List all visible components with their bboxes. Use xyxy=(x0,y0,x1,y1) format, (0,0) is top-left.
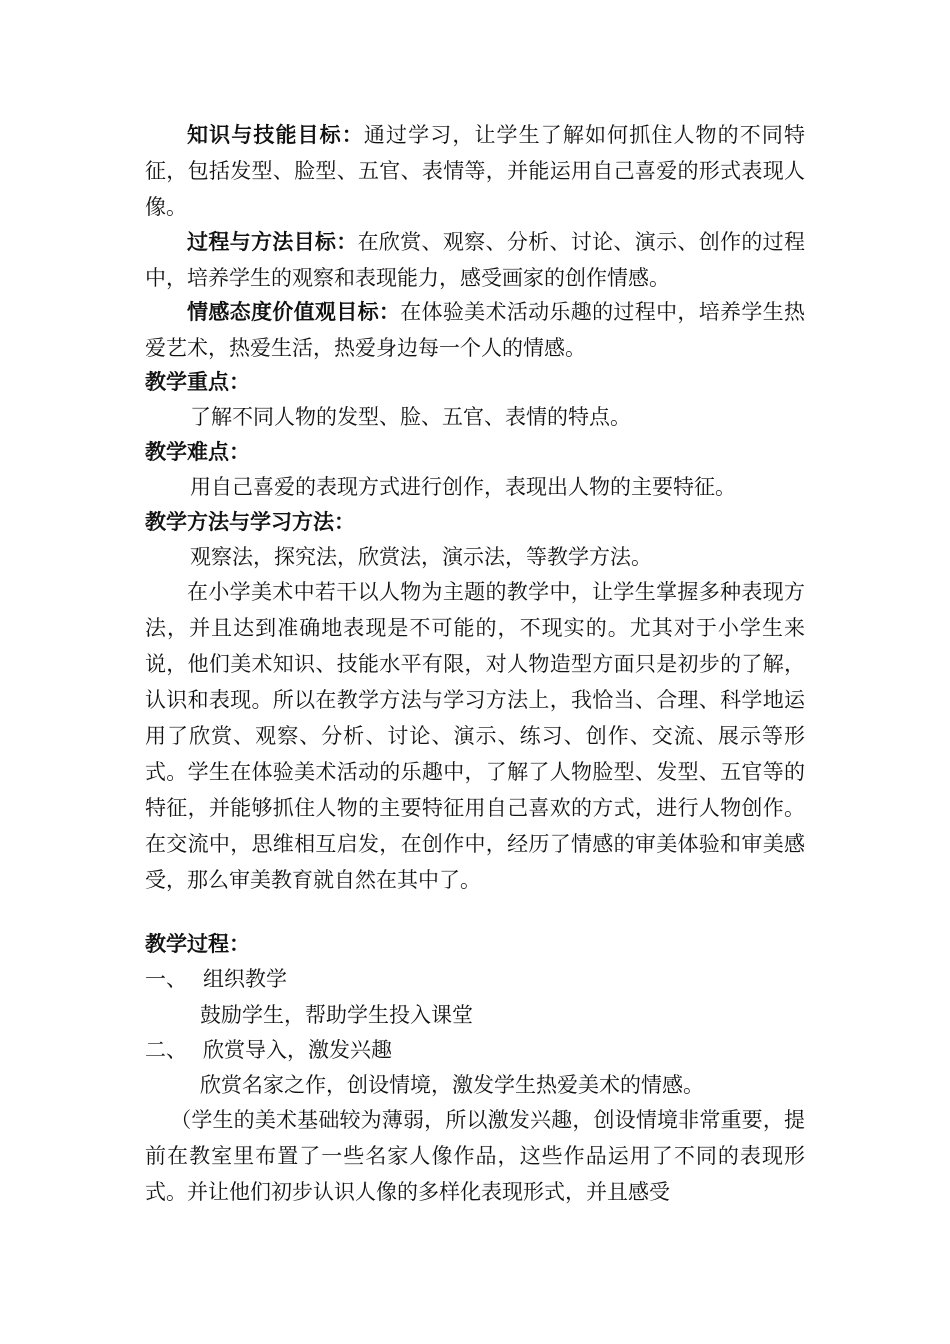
step-2 xyxy=(145,1032,392,1068)
emotion-goal-label: 情感态度价值观目标： xyxy=(187,300,401,324)
step-2-title: 欣赏导入，激发兴趣 xyxy=(203,1038,392,1062)
difficulties-text: 用自己喜爱的表现方式进行创作，表现出人物的主要特征。 xyxy=(190,475,736,499)
methods-text: 观察法，探究法，欣赏法，演示法，等教学方法。 xyxy=(190,545,652,569)
knowledge-goal-text: 通过学习，让学生了解如何抓住人物的不同特征，包括发型、脸型、五官、表情等，并能运用自己喜爱的形式表现人像。 xyxy=(145,123,805,219)
step-2-note: （学生的美术基础较为薄弱，所以激发兴趣，创设情境非常重要，提前在教室里布置了一些名家人像作品，这些作品运用了不同的表现形式。并让他们初步认识人像的多样化表现形式，并且感受 xyxy=(145,1108,805,1204)
key-points-text: 了解不同人物的发型、脸、五官、表情的特点。 xyxy=(190,405,631,429)
process-goal-paragraph xyxy=(145,224,805,296)
knowledge-goal-paragraph xyxy=(145,117,805,225)
methods-paragraph: 在小学美术中若干以人物为主题的教学中，让学生掌握多种表现方法，并且达到准确地表现是不可能的，不现实的。尤其对于小学生来说，他们美术知识、技能水平有限，对人物造型方面只是初步的了解，认识和表现。所以在教学方法与学习方法上，我恰当、合理、科学地运用了欣赏、观察、分析、讨论、演示、练习、创作、交流、展示等形式。学生在体验美术活动的乐趣中，了解了人物脸型、发型、五官等的特征，并能够抓住人物的主要特征用自己喜欢的方式，进行人物创作。在交流中，思维相互启发，在创作中，经历了情感的审美体验和审美感受，那么审美教育就自然在其中了。 xyxy=(145,580,805,892)
emotion-goal-paragraph xyxy=(145,294,805,366)
emotion-goal-text: 在体验美术活动乐趣的过程中，培养学生热爱艺术，热爱生活，热爱身边每一个人的情感。 xyxy=(145,300,806,360)
step-1 xyxy=(145,961,287,997)
process-goal-label: 过程与方法目标： xyxy=(187,230,358,254)
process-goal-text: 在欣赏、观察、分析、讨论、演示、创作的过程中，培养学生的观察和表现能力，感受画家的创作情感。 xyxy=(145,230,806,290)
step-1-title: 组织教学 xyxy=(203,967,287,991)
difficulties-heading: 教学难点： xyxy=(145,440,250,464)
knowledge-goal-label: 知识与技能目标： xyxy=(187,123,364,147)
step-2-number: 二、 xyxy=(145,1038,187,1062)
key-points-heading: 教学重点： xyxy=(145,370,250,394)
methods-heading: 教学方法与学习方法： xyxy=(145,510,355,534)
step-1-number: 一、 xyxy=(145,967,187,991)
step-2-text: 欣赏名家之作，创设情境，激发学生热爱美术的情感。 xyxy=(200,1073,704,1097)
process-heading: 教学过程： xyxy=(145,932,250,956)
step-1-text: 鼓励学生，帮助学生投入课堂 xyxy=(200,1003,473,1027)
